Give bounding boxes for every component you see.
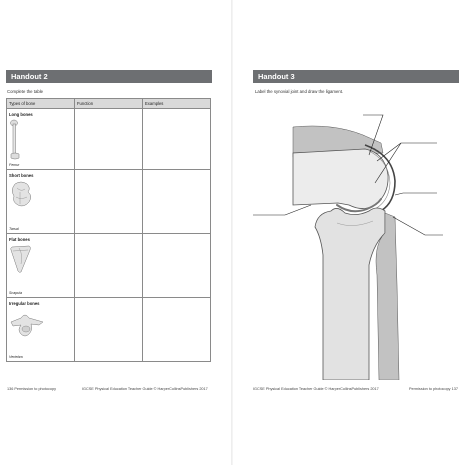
knee-joint-diagram-icon bbox=[253, 105, 458, 380]
bone-type-cell bbox=[7, 298, 75, 362]
page-footer-left: 136 Permission to photocopy bbox=[7, 387, 56, 391]
bone-caption: Vertebra bbox=[9, 355, 23, 359]
scapula-icon bbox=[9, 244, 33, 274]
page-footer-left: IGCSE Physical Education Teacher Guide © HarperCollinsPublishers 2017 bbox=[253, 387, 379, 391]
femur-icon bbox=[9, 119, 21, 161]
page-footer-right: Permission to photocopy 137 bbox=[409, 387, 458, 391]
function-cell[interactable] bbox=[75, 298, 143, 362]
table-row bbox=[7, 234, 211, 298]
page-footer-right: IGCSE Physical Education Teacher Guide © HarperCollinsPublishers 2017 bbox=[82, 387, 208, 391]
function-cell[interactable] bbox=[75, 170, 143, 234]
table-header-row bbox=[7, 99, 211, 109]
table-row bbox=[7, 170, 211, 234]
page-title: Handout 2 bbox=[11, 72, 48, 81]
left-page bbox=[0, 0, 232, 465]
function-cell[interactable] bbox=[75, 234, 143, 298]
table-row bbox=[7, 298, 211, 362]
table-row bbox=[7, 109, 211, 170]
bone-type-label: Short bones bbox=[9, 173, 34, 178]
bone-type-label: Flat bones bbox=[9, 237, 30, 242]
column-header-function: Function bbox=[75, 99, 143, 109]
bone-types-table bbox=[6, 98, 211, 362]
tarsal-icon bbox=[9, 180, 35, 210]
page-title: Handout 3 bbox=[258, 72, 295, 81]
bone-type-label: Irregular bones bbox=[9, 301, 40, 306]
examples-cell[interactable] bbox=[143, 170, 211, 234]
bone-caption: Scapula bbox=[9, 291, 22, 295]
page-header bbox=[253, 70, 459, 83]
column-header-examples: Examples bbox=[143, 99, 211, 109]
bone-type-cell bbox=[7, 109, 75, 170]
bone-caption: Tarsal bbox=[9, 227, 19, 231]
function-cell[interactable] bbox=[75, 109, 143, 170]
instruction-text: Label the synovial joint and draw the ligament. bbox=[255, 89, 344, 94]
bone-type-label: Long bones bbox=[9, 112, 33, 117]
column-header-type: Types of bone bbox=[7, 99, 75, 109]
examples-cell[interactable] bbox=[143, 109, 211, 170]
instruction-text: Complete the table bbox=[7, 89, 44, 94]
page-header bbox=[6, 70, 212, 83]
examples-cell[interactable] bbox=[143, 234, 211, 298]
right-page bbox=[233, 0, 465, 465]
examples-cell[interactable] bbox=[143, 298, 211, 362]
bone-type-cell bbox=[7, 234, 75, 298]
bone-type-cell bbox=[7, 170, 75, 234]
bone-caption: Femur bbox=[9, 163, 20, 167]
vertebra-icon bbox=[9, 308, 45, 340]
